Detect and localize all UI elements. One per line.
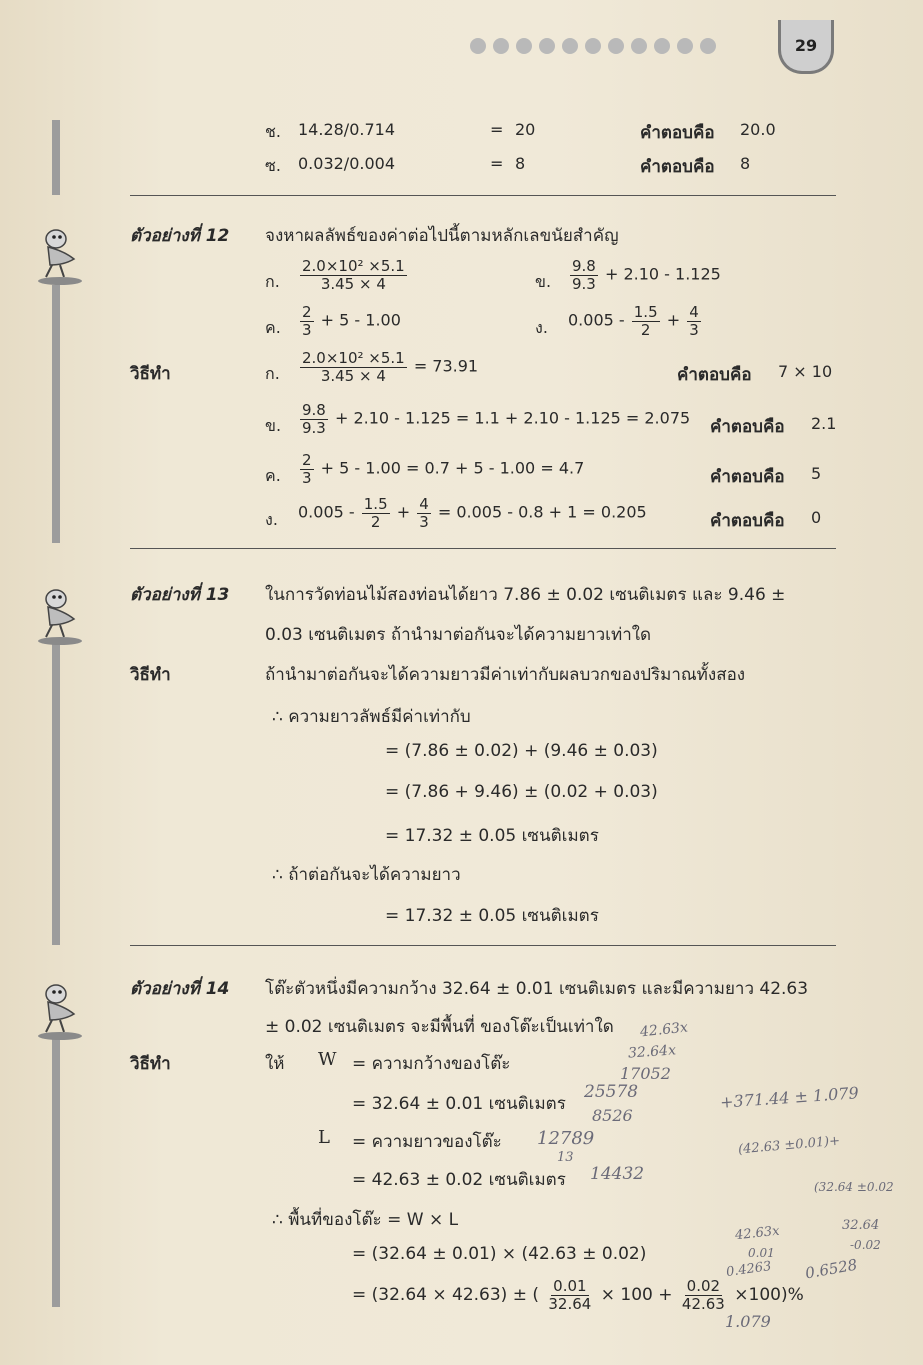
section-divider	[130, 945, 836, 946]
handwritten-note: 12789	[537, 1128, 595, 1149]
example-question-line: ในการวัดท่อนไม้สองท่อนได้ยาว 7.86 ± 0.02 เซนติเมตร และ 9.46 ±	[265, 585, 786, 605]
header-dots	[470, 38, 716, 54]
answer-label: คำตอบคือ	[640, 157, 715, 177]
ex11-line-val: 20	[515, 120, 536, 139]
answer-label: คำตอบคือ	[710, 511, 785, 531]
solution-line: = (7.86 + 9.46) ± (0.02 + 0.03)	[385, 782, 658, 802]
solution-line: ∴ พื้นที่ของโต๊ะ = W × L	[272, 1210, 459, 1230]
ex11-line-eq: =	[490, 154, 504, 173]
example-question-line: ± 0.02 เซนติเมตร จะมีพื้นที่ ของโต๊ะเป็นเท่าใด	[265, 1017, 614, 1037]
method-label: วิธีทำ	[130, 665, 171, 685]
ex11-line-val: 8	[515, 154, 526, 173]
handwritten-note: 14432	[590, 1164, 645, 1184]
variable-w: W	[318, 1049, 337, 1070]
fraction-expression: 0.005 - $\frac{1.5}{2}$ + $\frac{4}{3}$	[568, 303, 699, 339]
handwritten-note: 13	[557, 1150, 574, 1165]
solution-line: = 17.32 ± 0.05 เซนติเมตร	[385, 906, 599, 926]
answer-value: 7 × 10	[778, 362, 833, 381]
item-label: ง.	[265, 510, 278, 529]
ex11-line-expr: 14.28/0.714	[298, 120, 395, 139]
answer-label: คำตอบคือ	[710, 467, 785, 487]
answer-value: 5	[811, 464, 822, 483]
example-question-line: โต๊ะตัวหนึ่งมีความกว้าง 32.64 ± 0.01 เซนติเมตร และมีความยาว 42.63	[265, 979, 809, 999]
example-title: ตัวอย่างที่ 13	[130, 585, 230, 605]
handwritten-note: 0.01	[748, 1246, 775, 1260]
handwritten-note: 8526	[592, 1106, 633, 1125]
mascot-icon	[34, 225, 88, 289]
answer-label: คำตอบคือ	[677, 365, 752, 385]
mascot-icon	[34, 585, 88, 649]
solution-expression: $\frac{\text{2.0×10² ×5.1}}{3.45 \times 4}$ = 73.91	[302, 349, 479, 385]
let-label: ให้	[265, 1054, 285, 1074]
handwritten-note: 42.63x	[639, 1019, 689, 1041]
answer-value: 2.1	[811, 414, 837, 433]
example-title: ตัวอย่างที่ 12	[130, 226, 230, 246]
fraction-expression: $\frac{9.8}{9.3}$ + 2.10 - 1.125	[572, 257, 721, 293]
solution-expression: 0.005 - $\frac{1.5}{2}$ + $\frac{4}{3}$ = 0.005 - 0.8 + 1 = 0.205	[298, 495, 647, 531]
answer-value: 0	[811, 508, 822, 527]
section-divider	[130, 195, 836, 196]
handwritten-note: 17052	[620, 1064, 671, 1083]
solution-expression: $\frac{2}{3}$ + 5 - 1.00 = 0.7 + 5 - 1.00 = 4.7	[302, 451, 585, 487]
sidebar-bar-2	[52, 285, 60, 543]
item-label: ข.	[535, 272, 552, 291]
item-label: ค.	[265, 466, 281, 485]
handwritten-note: 25578	[584, 1082, 639, 1102]
handwritten-note: (32.64 ±0.02	[814, 1180, 894, 1194]
handwritten-note: 32.64x	[627, 1042, 677, 1062]
ex11-line-expr: 0.032/0.004	[298, 154, 395, 173]
handwritten-note: 1.079	[725, 1312, 771, 1331]
handwritten-note: -0.02	[850, 1238, 881, 1252]
example-question-line: 0.03 เซนติเมตร ถ้านำมาต่อกันจะได้ความยาวเท่าใด	[265, 625, 652, 645]
sidebar-bar-3	[52, 640, 60, 945]
solution-expression: $\frac{9.8}{9.3}$ + 2.10 - 1.125 = 1.1 + 2.10 - 1.125 = 2.075	[302, 401, 691, 437]
example-question: จงหาผลลัพธ์ของค่าต่อไปนี้ตามหลักเลขนัยสำคัญ	[265, 226, 619, 246]
solution-line: ถ้านำมาต่อกันจะได้ความยาวมีค่าเท่ากับผลบวกของปริมาณทั้งสอง	[265, 665, 746, 685]
answer-value: 8	[740, 154, 751, 173]
handwritten-note: 0.4263	[725, 1258, 773, 1281]
item-label: ก.	[265, 364, 280, 383]
ex11-line-label: ช.	[265, 122, 281, 141]
page-number: 29	[778, 20, 834, 74]
solution-line: = ความยาวของโต๊ะ	[352, 1132, 502, 1152]
solution-expression: = (32.64 × 42.63) ± ( $\frac{0.01}{32.64}$ × 100 + $\frac{0.02}{42.63}$ ×100)%	[352, 1277, 804, 1313]
item-label: ค.	[265, 318, 281, 337]
solution-line: = (32.64 ± 0.01) × (42.63 ± 0.02)	[352, 1244, 647, 1264]
sidebar-bar-1	[52, 120, 60, 195]
handwritten-note: 42.63x	[734, 1223, 781, 1244]
solution-line: ∴ ถ้าต่อกันจะได้ความยาว	[272, 865, 461, 885]
method-label: วิธีทำ	[130, 364, 171, 384]
section-divider	[130, 548, 836, 549]
answer-value: 20.0	[740, 120, 776, 139]
example-title: ตัวอย่างที่ 14	[130, 979, 230, 999]
answer-label: คำตอบคือ	[640, 123, 715, 143]
handwritten-note: 32.64	[842, 1218, 880, 1233]
sidebar-bar-4	[52, 1035, 60, 1307]
handwritten-note: (42.63 ±0.01)+	[737, 1133, 841, 1158]
handwritten-note: +371.44 ± 1.079	[719, 1083, 860, 1112]
variable-l: L	[318, 1127, 330, 1148]
mascot-icon	[34, 980, 88, 1044]
item-label: ข.	[265, 416, 282, 435]
solution-line: = 17.32 ± 0.05 เซนติเมตร	[385, 826, 599, 846]
fraction-expression: $\frac{2}{3}$ + 5 - 1.00	[302, 303, 401, 339]
handwritten-note: 0.6528	[803, 1255, 859, 1283]
ex11-line-eq: =	[490, 120, 504, 139]
solution-line: = 42.63 ± 0.02 เซนติเมตร	[352, 1170, 566, 1190]
fraction: $\frac{\text{2.0×10² ×5.1}}{3.45 \times 4}$	[302, 257, 405, 293]
method-label: วิธีทำ	[130, 1054, 171, 1074]
solution-line: = (7.86 ± 0.02) + (9.46 ± 0.03)	[385, 741, 658, 761]
item-label: ง.	[535, 318, 548, 337]
answer-label: คำตอบคือ	[710, 417, 785, 437]
solution-line: = 32.64 ± 0.01 เซนติเมตร	[352, 1094, 566, 1114]
solution-line: ∴ ความยาวลัพธ์มีค่าเท่ากับ	[272, 707, 471, 727]
item-label: ก.	[265, 272, 280, 291]
ex11-line-label: ซ.	[265, 156, 281, 175]
solution-line: = ความกว้างของโต๊ะ	[352, 1054, 511, 1074]
